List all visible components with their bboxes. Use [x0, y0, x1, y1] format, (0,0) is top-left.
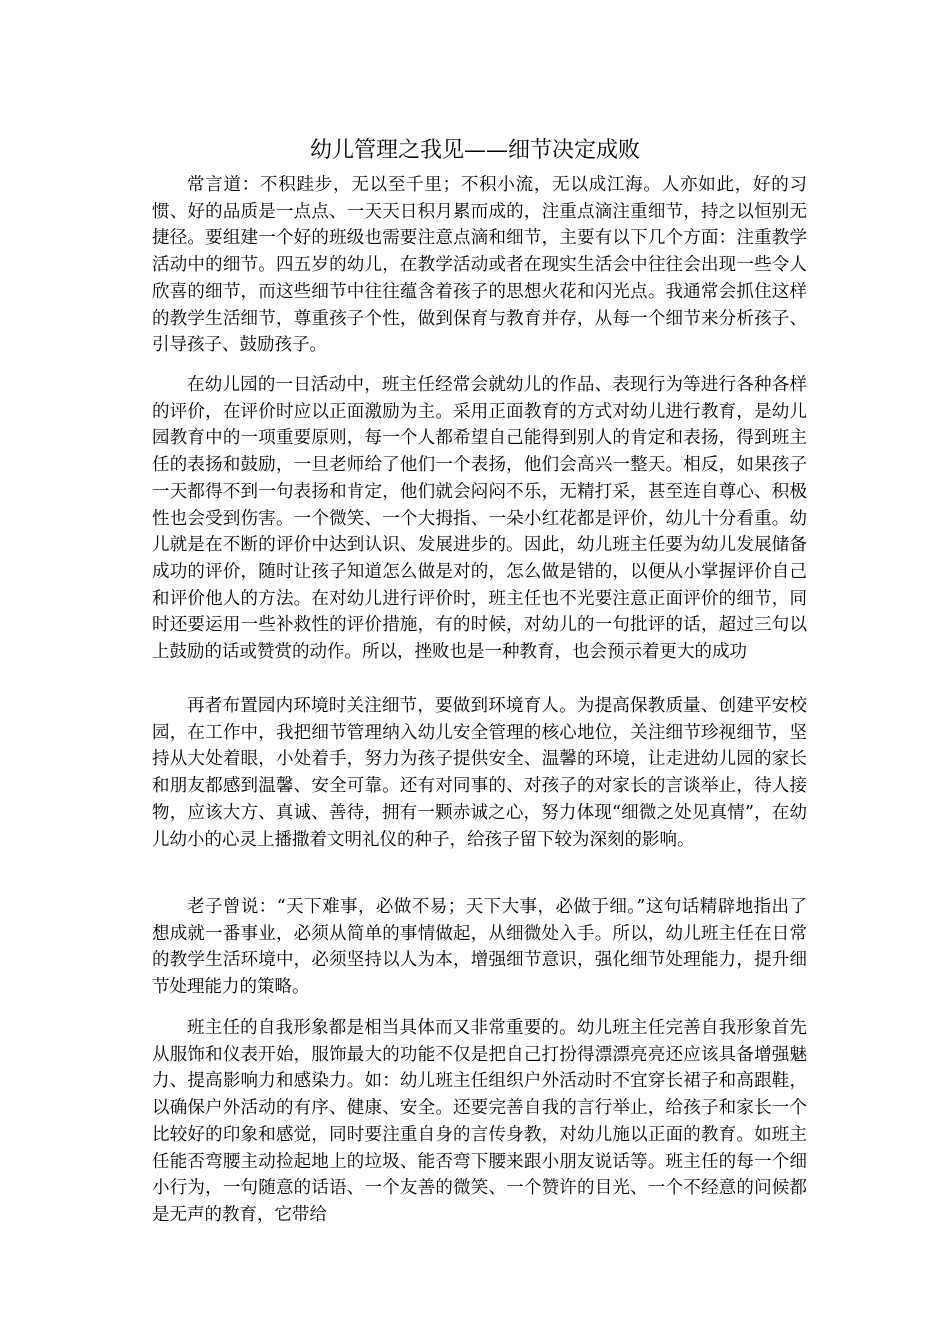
paragraph-3: 再者布置园内环境时关注细节，要做到环境育人。为提高保教质量、创建平安校园，在工作中，我把细节管理纳入幼儿安全管理的核心地位，关注细节珍视细节，坚持从大处着眼，小处着手，努力为孩子提供安全、温馨的环境，让走进幼儿园的家长和朋友都感到温馨、安全可靠。还有对同事的、对孩子的对家长的言谈举止，待人接物，应该大方、真诚、善待，拥有一颗赤诚之心，努力体现“细微之处见真情”，在幼儿幼小的心灵上播撒着文明礼仪的种子，给孩子留下较为深刻的影响。 [152, 696, 807, 850]
paragraph-1: 常言道：不积跬步，无以至千里；不积小流，无以成江海。人亦如此，好的习惯、好的品质是一点点、一天天日积月累而成的，注重点滴注重细节，持之以恒别无捷径。要组建一个好的班级也需要注意点滴和细节，主要有以下几个方面：注重教学活动中的细节。四五岁的幼儿，在教学活动或者在现实生活会中往往会出现一些令人欣喜的细节，而这些细节中往往蕴含着孩子的思想火花和闪光点。我通常会抓住这样的教学生活细节，尊重孩子个性，做到保育与教育并存，从每一个细节来分析孩子、引导孩子、鼓励孩子。 [152, 175, 807, 356]
document-title: 幼儿管理之我见——细节决定成败 [309, 138, 640, 163]
paragraph-2: 在幼儿园的一日活动中，班主任经常会就幼儿的作品、表现行为等进行各种各样的评价，在评价时应以正面激励为主。采用正面教育的方式对幼儿进行教育，是幼儿园教育中的一项重要原则，每一个人都希望自己能得到别人的肯定和表扬，得到班主任的表扬和鼓励，一旦老师给了他们一个表扬，他们会高兴一整天。相反，如果孩子一天都得不到一句表扬和肯定，他们就会闷闷不乐，无精打采，甚至连自尊心、积极性也会受到伤害。一个微笑、一个大拇指、一朵小红花都是评价，幼儿十分看重。幼儿就是在不断的评价中达到认识、发展进步的。因此，幼儿班主任要为幼儿发展储备成功的评价，随时让孩子知道怎么做是对的，怎么做是错的，以便从小掌握评价自己和评价他人的方法。在对幼儿进行评价时，班主任也不光要注意正面评价的细节，同时还要运用一些补救性的评价措施，有的时候，对幼儿的一句批评的话，超过三句以上鼓励的话或赞赏的动作。所以，挫败也是一种教育，也会预示着更大的成功 [152, 375, 807, 663]
paragraph-5: 班主任的自我形象都是相当具体而又非常重要的。幼儿班主任完善自我形象首先从服饰和仪表开始，服饰最大的功能不仅是把自己打扮得漂漂亮亮还应该具备增强魅力、提高影响力和感染力。如：幼儿班主任组织户外活动时不宜穿长裙子和高跟鞋，以确保户外活动的有序、健康、安全。还要完善自我的言行举止，给孩子和家长一个比较好的印象和感觉，同时要注重自身的言传身教，对幼儿施以正面的教育。如班主任能否弯腰主动捡起地上的垃圾、能否弯下腰来跟小朋友说话等。班主任的每一个细小行为，一句随意的话语、一个友善的微笑、一个赞许的目光、一个不经意的问候都是无声的教育，它带给 [152, 1018, 807, 1225]
paragraph-4: 老子曾说：“天下难事，必做不易；天下大事，必做于细。”这句话精辟地指出了想成就一番事业，必须从简单的事情做起，从细微处入手。所以，幼儿班主任在日常的教学生活环境中，必须坚持以人为本，增强细节意识，强化细节处理能力，提升细节处理能力的策略。 [152, 897, 807, 998]
